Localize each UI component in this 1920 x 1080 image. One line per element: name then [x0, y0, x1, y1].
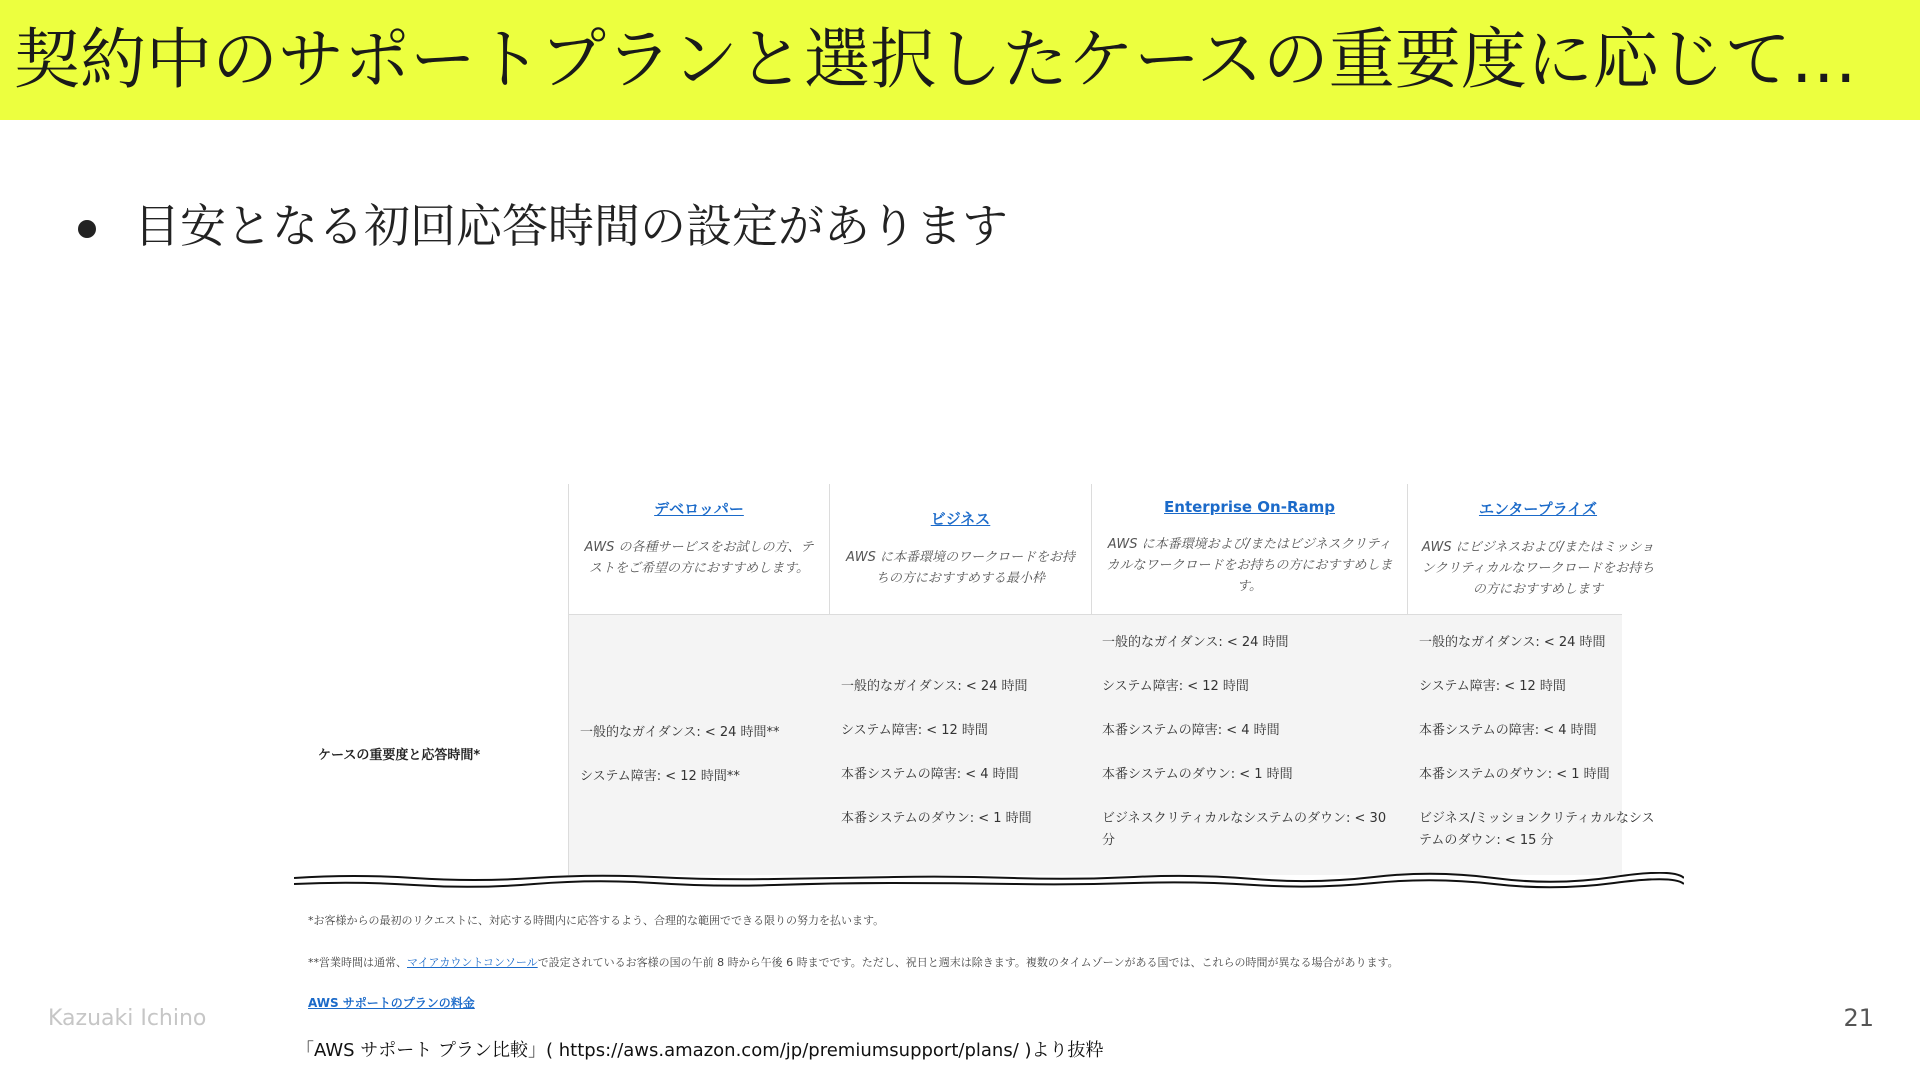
- plan-link-developer[interactable]: デベロッパー: [654, 500, 744, 518]
- response-item: 本番システムのダウン: < 1 時間: [841, 811, 1032, 826]
- response-item: 本番システムのダウン: < 1 時間: [1419, 767, 1610, 782]
- support-plan-table-excerpt: [294, 484, 1684, 1024]
- response-item: 本番システムの障害: < 4 時間: [841, 767, 1019, 782]
- footnote-1: *お客様からの最初のリクエストに、対応する時間内に応答するよう、合理的な範囲でできる限りの努力を払います。: [308, 914, 885, 927]
- response-item: 一般的なガイダンス: < 24 時間: [1102, 635, 1289, 650]
- response-item: ビジネス/ミッションクリティカルなシステムのダウン: < 15 分: [1419, 811, 1655, 848]
- plan-header-business: [830, 484, 1091, 614]
- response-item: 本番システムの障害: < 4 時間: [1102, 723, 1280, 738]
- response-cell-enterprise-on-ramp: [1102, 632, 1402, 874]
- bullet-text: 目安となる初回応答時間の設定があります: [134, 199, 1008, 253]
- author-name: Kazuaki Ichino: [48, 1006, 207, 1031]
- slide-title: 契約中のサポートプランと選択したケースの重要度に応じて…: [14, 21, 1857, 98]
- response-item: 一般的なガイダンス: < 24 時間**: [580, 725, 780, 740]
- response-item: 一般的なガイダンス: < 24 時間: [1419, 635, 1606, 650]
- bullet-dot-icon: [78, 220, 96, 238]
- footnote-2-prefix: **営業時間は通常、: [308, 956, 407, 969]
- my-account-console-link[interactable]: マイアカウントコンソール: [407, 956, 538, 969]
- response-item: 一般的なガイダンス: < 24 時間: [841, 679, 1028, 694]
- response-cell-business: [841, 676, 1081, 852]
- response-item: ビジネスクリティカルなシステムのダウン: < 30 分: [1102, 811, 1387, 848]
- title-bar: [0, 0, 1920, 120]
- plan-link-business[interactable]: ビジネス: [930, 510, 991, 528]
- response-item: システム障害: < 12 時間**: [580, 769, 740, 784]
- plan-header-enterprise: [1408, 484, 1668, 614]
- response-cell-developer: [580, 722, 820, 810]
- response-item: システム障害: < 12 時間: [1102, 679, 1249, 694]
- row-label-severity-response: ケースの重要度と応答時間*: [318, 748, 481, 763]
- footnote-2: [308, 954, 1399, 970]
- footnote-2-suffix: で設定されているお客様の国の午前 8 時から午後 6 時までです。ただし、祝日と週末は除きます。複数のタイムゾーンがある国では、これらの時間が異なる場合があります。: [537, 956, 1399, 969]
- response-item: 本番システムの障害: < 4 時間: [1419, 723, 1597, 738]
- plan-description: AWS に本番環境のワークロードをお持ちの方におすすめする最小枠: [846, 550, 1075, 586]
- torn-edge-divider: [294, 872, 1684, 892]
- plan-link-enterprise-on-ramp[interactable]: Enterprise On-Ramp: [1164, 498, 1335, 516]
- page-number: 21: [1843, 1004, 1874, 1032]
- plan-link-enterprise[interactable]: エンタープライズ: [1478, 500, 1598, 518]
- plan-header-developer: [569, 484, 829, 614]
- response-item: システム障害: < 12 時間: [841, 723, 988, 738]
- source-citation: 「AWS サポート プラン比較」( https://aws.amazon.com/jp/premiumsupport/plans/ )より抜粋: [296, 1040, 1104, 1061]
- response-item: 本番システムのダウン: < 1 時間: [1102, 767, 1293, 782]
- plan-description: AWS にビジネスおよび/またはミッションクリティカルなワークロードをお持ちの方におすすめします: [1421, 540, 1655, 597]
- plan-description: AWS に本番環境および/またはビジネスクリティカルなワークロードをお持ちの方におすすめします。: [1106, 537, 1393, 594]
- support-pricing-link[interactable]: AWS サポートのプランの料金: [308, 996, 475, 1010]
- response-item: システム障害: < 12 時間: [1419, 679, 1566, 694]
- plan-description: AWS の各種サービスをお試しの方、テストをご希望の方におすすめします。: [584, 540, 814, 576]
- plan-header-enterprise-on-ramp: [1092, 484, 1407, 614]
- response-cell-enterprise: [1419, 632, 1664, 874]
